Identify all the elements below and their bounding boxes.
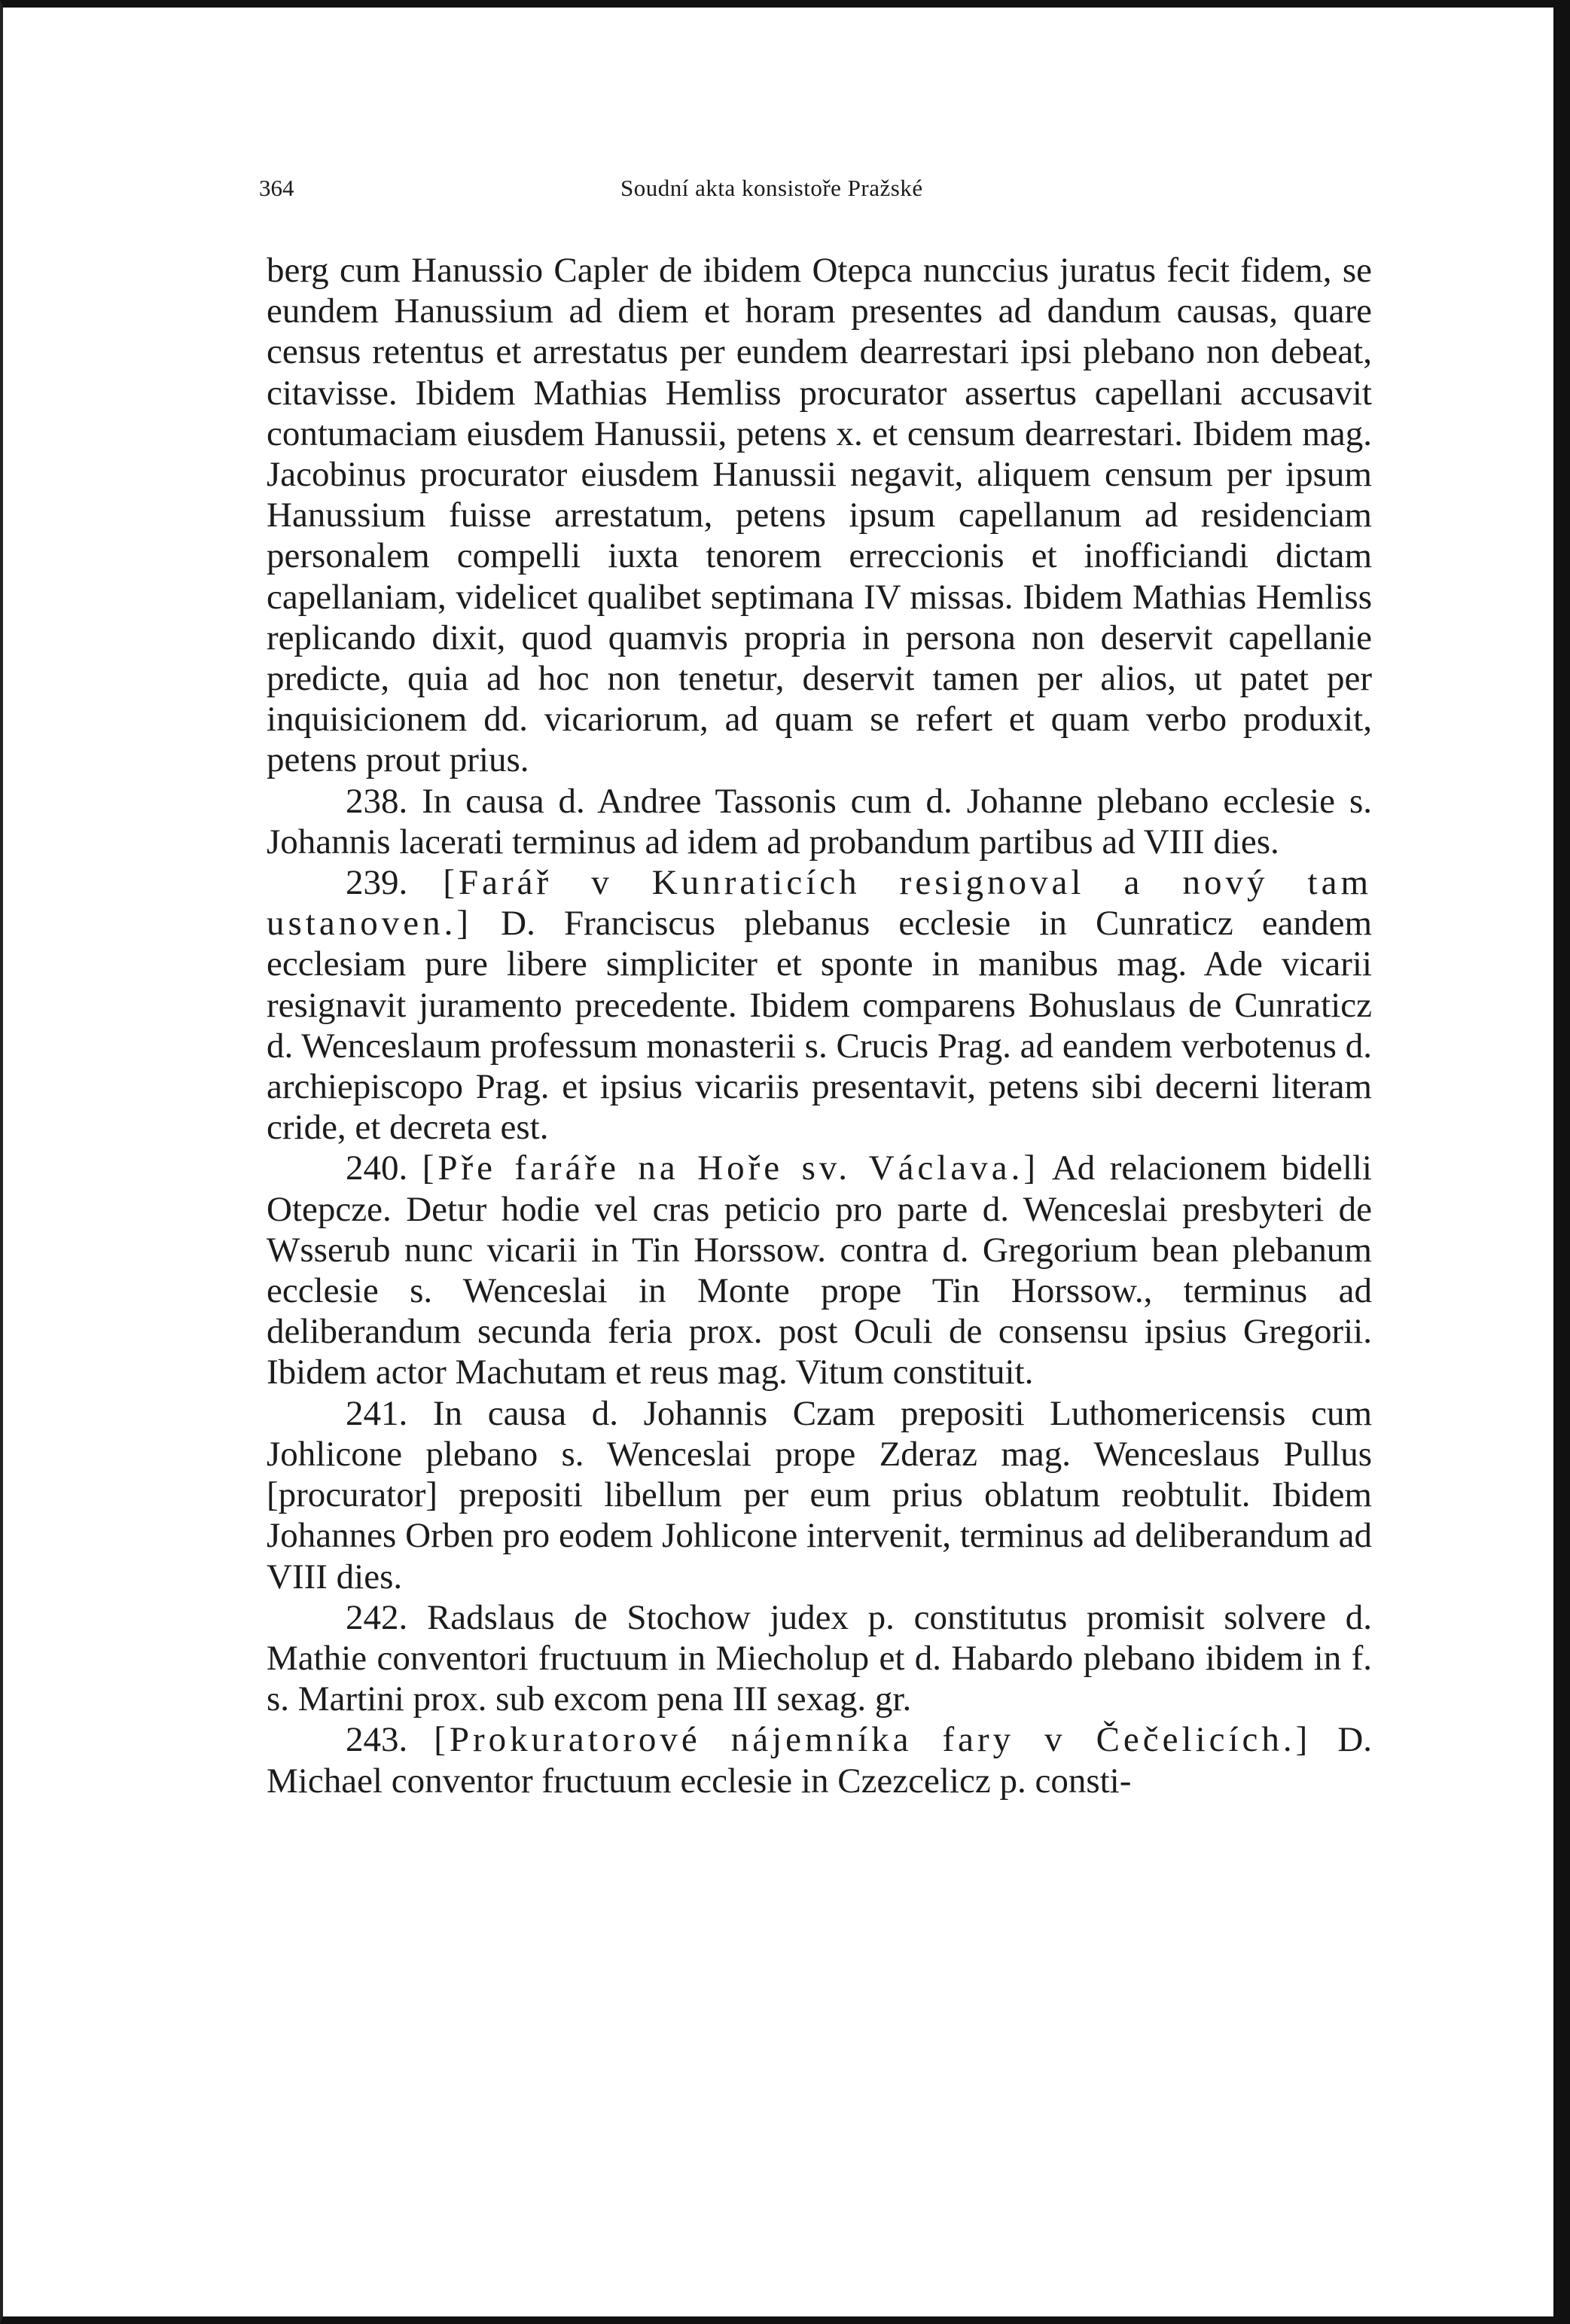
entry-239 — [267, 862, 1372, 1148]
entry-text: In causa d. Andree Tassonis cum d. Johanne plebano ecclesie s. Johannis lacerati terminus ad idem ad probandum partibus ad VIII dies. — [267, 781, 1373, 862]
page-number: 364 — [259, 175, 294, 201]
entry-text: Radslaus de Stochow judex p. constitutus promisit solvere d. Mathie conventori fructuum in Miecholup et d. Habardo plebano ibidem in f. s. Martini prox. sub excom pena III sexag. gr. — [267, 1597, 1372, 1719]
entry-text: D. Franciscus plebanus ecclesie in Cunraticz eandem ecclesiam pure libere simpliciter et sponte in manibus mag. Ade vicarii resignavit juramento precedente. Ibidem comparens Bohuslaus de Cunraticz d. Wenceslaum professum monasterii s. Crucis Prag. ad eandem verbotenus d. archiepiscopo Prag. et ipsius vicariis presentavit, petens sibi decerni literam cride, et decreta est. — [267, 904, 1373, 1148]
entry-238 — [267, 781, 1372, 862]
entry-heading: [Pře faráře na Hoře sv. Václava.] — [422, 1148, 1039, 1188]
entry-243 — [267, 1719, 1372, 1801]
entry-242 — [267, 1597, 1372, 1720]
page-header — [3, 175, 1570, 205]
entry-number: 239. — [346, 863, 408, 903]
entry-241 — [267, 1393, 1372, 1597]
text-body — [267, 250, 1372, 1801]
entry-number: 240. — [346, 1148, 408, 1188]
entry-number: 242. — [346, 1597, 408, 1637]
continued-paragraph: berg cum Hanussio Capler de ibidem Otepca nunccius juratus fecit fidem, se eundem Hanussium ad diem et horam presentes ad dandum causas, quare census retentus et arrestatus per eundem dearrestari ipsi plebano non debeat, citavisse. Ibidem Mathias Hemliss procurator assertus capellani accusavit contumaciam eiusdem Hanussii, petens x. et censum dearrestari. Ibidem mag. Jacobinus procurator eiusdem Hanussii negavit, aliquem censum per ipsum Hanussium fuisse arrestatum, petens ipsum capellanum ad residenciam personalem compelli iuxta tenorem erreccionis et inofficiandi dictam capellaniam, videlicet qualibet septimana IV missas. Ibidem Mathias Hemliss replicando dixit, quod quamvis propria in persona non deservit capellanie predicte, quia ad hoc non tenetur, deservit tamen per alios, ut patet per inquisicionem dd. vicariorum, ad quam se refert et quam verbo produxit, petens prout prius. — [267, 251, 1372, 780]
entry-number: 241. — [346, 1393, 408, 1433]
entry-text: D. Michael conventor fructuum ecclesie in Czezcelicz p. consti- — [267, 1720, 1373, 1801]
entry-240 — [267, 1148, 1372, 1392]
entry-text: In causa d. Johannis Czam prepositi Luthomericensis cum Johlicone plebano s. Wenceslai prope Zderaz mag. Wenceslaus Pullus [procurator] prepositi libellum per eum prius oblatum reobtulit. Ibidem Johannes Orben pro eodem Johlicone intervenit, terminus ad deliberandum ad VIII dies. — [267, 1393, 1373, 1597]
running-title: Soudní akta konsistoře Pražské — [620, 175, 923, 201]
entry-number: 243. — [346, 1720, 408, 1760]
entry-heading: [Farář v Kunraticích resignoval a nový tam ustanoven.] — [267, 863, 1372, 944]
entry-text: Ad relacionem bidelli Otepcze. Detur hodie vel cras peticio pro parte d. Wenceslai presbyteri de Wsserub nunc vicarii in Tin Horssow. contra d. Gregorium bean plebanum ecclesie s. Wenceslai in Monte prope Tin Horssow., terminus ad deliberandum secunda feria prox. post Oculi de consensu ipsius Gregorii. Ibidem actor Machutam et reus mag. Vitum constituit. — [267, 1148, 1372, 1392]
entry-number: 238. — [346, 781, 408, 821]
entry-heading: [Prokuratorové nájemníka fary v Čečelicích.] — [434, 1720, 1312, 1760]
